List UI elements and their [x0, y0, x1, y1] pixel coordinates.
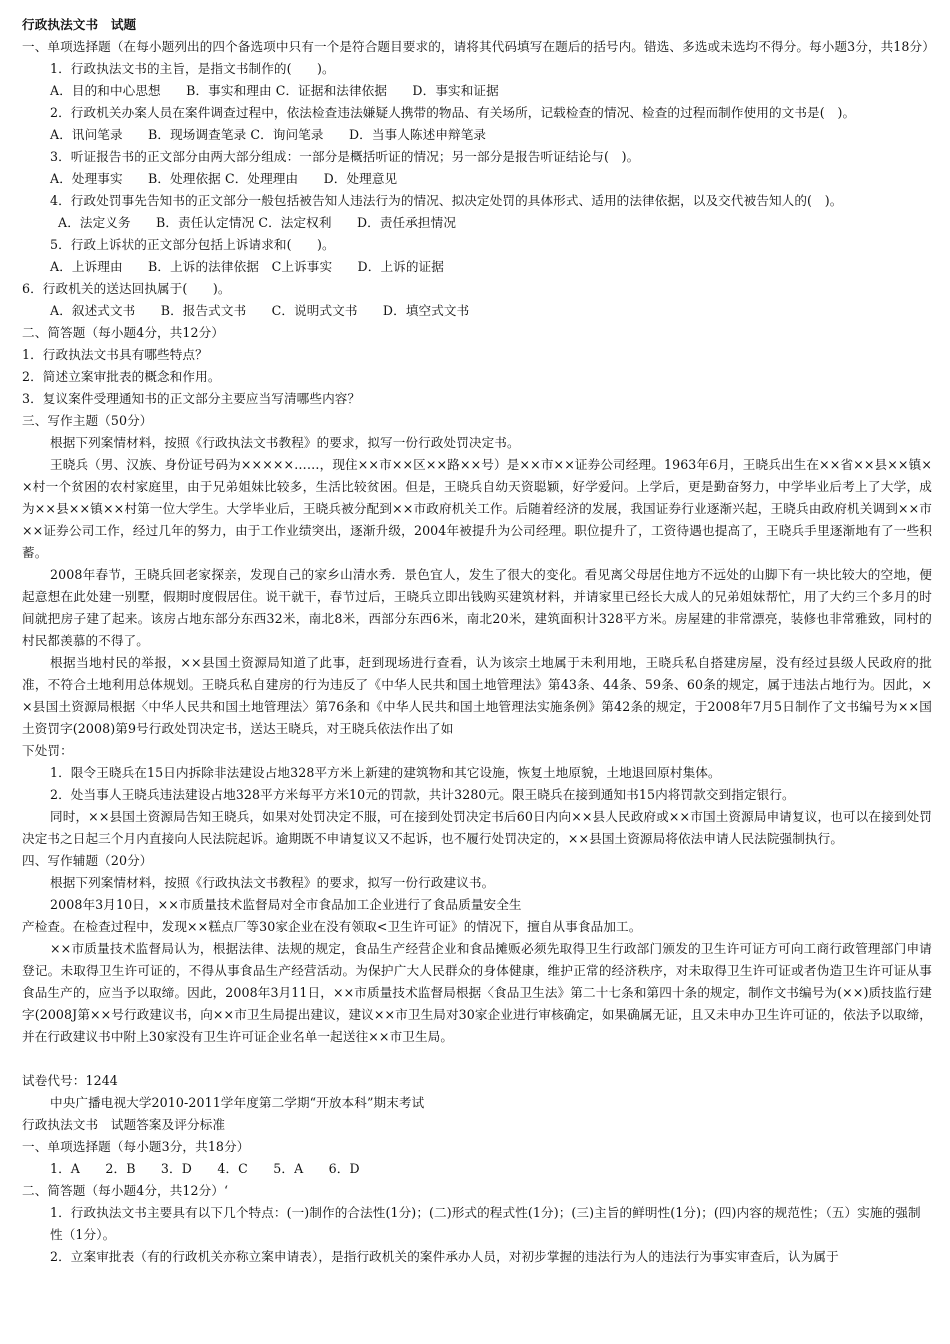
doc-line: 1．行政执法文书具有哪些特点？ — [22, 347, 208, 362]
doc-line: 3．复议案件受理通知书的正文部分主要应当写清哪些内容？ — [22, 391, 361, 406]
doc-line: 根据下列案情材料，按照《行政执法文书教程》的要求，拟写一份行政建议书。 — [50, 875, 495, 890]
doc-line: 1．行政执法文书的主旨，是指文书制作的( )。 — [50, 61, 335, 76]
doc-line: 1．行政执法文书主要具有以下几个特点：(一)制作的合法性(1分)；(二)形式的程式性(1分)；(三)主旨的鲜明性(1分)；(四)内容的规范性；（五）实施的强制性（1分）。 — [50, 1205, 921, 1242]
doc-line: A．法定义务 B．责任认定情况 C．法定权利 D．责任承担情况 — [58, 215, 457, 230]
doc-line: 4．行政处罚事先告知书的正文部分一般包括被告知人违法行为的情况、拟决定处罚的具体形式、适用的法律依据，以及交代被告知人的( )。 — [50, 193, 843, 208]
doc-line: 王晓兵（男、汉族、身份证号码为×××××……，现住××市××区××路××号）是××市××证券公司经理。1963年6月，王晓兵出生在××省××县××镇××村一个贫困的农村家庭里，由于兄弟姐妹比较多，生活比较贫困。但是，王晓兵自幼天资聪颖，好学爱问。上学后，更是勤奋努力，中学毕业后考上了大学，成为××县××镇××村第一位大学生。大学毕业后，王晓兵被分配到××市政府机关工作。后随着经济的发展，我国证券行业逐渐兴起，王晓兵由政府机关调到××市××证券公司工作，经过几年的努力，由于工作业绩突出，逐渐升级，2004年被提升为公司经理。职位提升了，工资待遇也提高了，王晓兵手里逐渐地有了一些积蓄。 — [22, 457, 932, 560]
doc-line: 1．A 2．B 3．D 4．C 5．A 6．D — [50, 1161, 360, 1176]
doc-line: 2．简述立案审批表的概念和作用。 — [22, 369, 221, 384]
doc-line: 5．行政上诉状的正文部分包括上诉请求和( )。 — [50, 237, 335, 252]
doc-line: 中央广播电视大学2010-2011学年度第二学期“开放本科”期末考试 — [50, 1095, 425, 1110]
doc-line — [22, 1048, 932, 1070]
doc-line: 根据当地村民的举报，××县国土资源局知道了此事，赶到现场进行查看，认为该宗土地属于未利用地，王晓兵私自搭建房屋，没有经过县级人民政府的批准，不符合土地利用总体规划。王晓兵私自建房的行为违反了《中华人民共和国土地管理法》第43条、44条、59条、60条的规定，属于违法占地行为。因此，××县国土资源局根据〈中华人民共和国土地管理法〉第76条和《中华人民共和国土地管理法实施条例》第42条的规定，于2008年7月5日制作了文书编号为××国土资罚字(2008)第9号行政处罚决定书，送达王晓兵，对王晓兵依法作出了如 — [22, 655, 932, 736]
doc-line: 一、单项选择题（在每小题列出的四个备选项中只有一个是符合题目要求的，请将其代码填写在题后的括号内。错选、多选或未选均不得分。每小题3分，共18分） — [22, 39, 935, 54]
doc-line: 产检查。在检查过程中，发现××糕点厂等30家企业在没有领取<卫生许可证》的情况下，擅自从事食品加工。 — [22, 919, 642, 934]
doc-line: A．上诉理由 B．上诉的法律依据 C上诉事实 D．上诉的证据 — [50, 259, 444, 274]
doc-line: 试卷代号：1244 — [22, 1073, 118, 1088]
doc-line: 2．立案审批表（有的行政机关亦称立案申请表），是指行政机关的案件承办人员，对初步掌握的违法行为人的违法行为事实审查后，认为属于 — [50, 1249, 839, 1264]
doc-line: 1．限令王晓兵在15日内拆除非法建设占地328平方米上新建的建筑物和其它设施，恢复土地原貌，土地退回原村集体。 — [50, 765, 721, 780]
doc-line: 四、写作辅题（20分） — [22, 853, 153, 868]
doc-line: A．讯问笔录 B．现场调查笔录 C．询问笔录 D．当事人陈述申辩笔录 — [50, 127, 487, 142]
doc-line: A．处理事实 B．处理依据 C．处理理由 D．处理意见 — [50, 171, 398, 186]
doc-line: 二、简答题（每小题4分，共12分） — [22, 325, 225, 340]
doc-line: 一、单项选择题（每小题3分，共18分） — [22, 1139, 250, 1154]
doc-line: 2008年春节，王晓兵回老家探亲，发现自己的家乡山清水秀．景色宜人，发生了很大的变化。看见离父母居住地方不远处的山脚下有一块比较大的空地，便起意想在此处建一别墅，假期时度假居住。说干就干，春节过后，王晓兵立即出钱购买建筑材料，并请家里已经长大成人的兄弟姐妹帮忙，用了大约三个多月的时间就把房子建了起来。该房占地东部分东西32米，南北8米，西部分东西6米，南北20米，建筑面积计328平方米。房屋建的非常漂亮，装修也非常雅致，同村的村民都羡慕的不得了。 — [22, 567, 932, 648]
doc-line: 同时，××县国土资源局告知王晓兵，如果对处罚决定不服，可在接到处罚决定书后60日内向××县人民政府或××市国土资源局申请复议，也可以在接到处罚决定书之日起三个月内直接向人民法院起诉。逾期既不申请复议又不起诉，也不履行处罚决定的，××县国土资源局将依法申请人民法院强制执行。 — [22, 809, 932, 846]
doc-line: 2．处当事人王晓兵违法建设占地328平方米每平方米10元的罚款，共计3280元。限王晓兵在接到通知书15内将罚款交到指定银行。 — [50, 787, 795, 802]
doc-line: A．目的和中心思想 B．事实和理由 C．证据和法律依据 D．事实和证据 — [50, 83, 499, 98]
doc-line: A．叙述式文书 B．报告式文书 C．说明式文书 D．填空式文书 — [50, 303, 470, 318]
doc-line: 下处罚： — [22, 743, 73, 758]
doc-line: 2．行政机关办案人员在案件调查过程中，依法检查违法嫌疑人携带的物品、有关场所，记载检查的情况、检查的过程而制作使用的文书是( )。 — [50, 105, 856, 120]
doc-line: 行政执法文书 试题答案及评分标准 — [22, 1117, 226, 1132]
doc-line: 6．行政机关的送达回执属于( )。 — [22, 281, 231, 296]
doc-line: 根据下列案情材料，按照《行政执法文书教程》的要求，拟写一份行政处罚决定书。 — [50, 435, 520, 450]
doc-line: ××市质量技术监督局认为，根据法律、法规的规定，食品生产经营企业和食品摊贩必须先取得卫生行政部门颁发的卫生许可证方可向工商行政管理部门申请登记。未取得卫生许可证的，不得从事食品生产经营活动。为保护广大人民群众的身体健康，维护正常的经济秩序，对未取得卫生许可证或者伪造卫生许可证从事食品生产的，应当予以取缔。因此，2008年3月11日，××市质量技术监督局根据〈食品卫生法》第二十七条和第四十条的规定，制作文书编号为(××)质技监行建字(2008J第××号行政建议书，向××市卫生局提出建议，建议××市卫生局对30家企业进行审核确定，如果确属无证，且又未申办卫生许可证的，依法予以取缔，并在行政建议书中附上30家没有卫生许可证企业名单一起送往××市卫生局。 — [22, 941, 932, 1044]
doc-line: 行政执法文书 试题 — [22, 17, 137, 32]
doc-line: 2008年3月10日，××市质量技术监督局对全市食品加工企业进行了食品质量安全生 — [50, 897, 522, 912]
doc-line: 三、写作主题（50分） — [22, 413, 153, 428]
doc-line: 二、简答题（每小题4分，共12分）‘ — [22, 1183, 229, 1198]
doc-line: 3．听证报告书的正文部分由两大部分组成：一部分是概括听证的情况；另一部分是报告听证结论与( )。 — [50, 149, 640, 164]
